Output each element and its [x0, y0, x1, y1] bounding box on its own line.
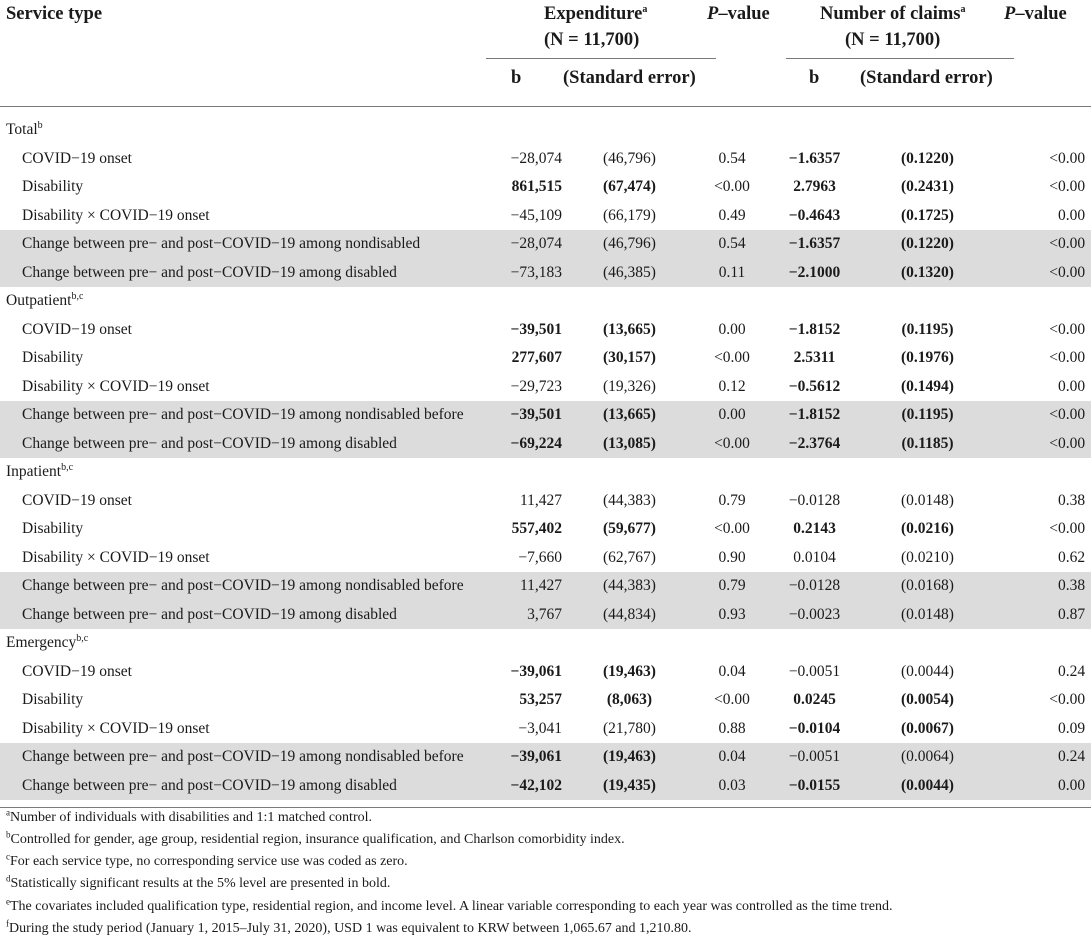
claims-se: (0.1494)	[901, 377, 954, 395]
claims-se: (0.0148)	[856, 601, 999, 630]
table-row	[0, 145, 1091, 174]
section-header-row	[0, 287, 1091, 316]
claims-b: 2.7963	[793, 178, 836, 196]
header-exp-se: (Standard error)	[563, 68, 696, 88]
expenditure-pvalue: 0.11	[691, 259, 773, 288]
claims-b: −0.4643	[788, 206, 841, 224]
claims-b: 2.5311	[793, 349, 836, 367]
claims-pvalue: <0.00	[1049, 149, 1086, 167]
section-header-row	[0, 116, 1091, 145]
row-label: Change between pre− and post−COVID−19 among nondisabled before	[0, 743, 478, 772]
footnote-text: Controlled for gender, age group, residential region, insurance qualification, and Charlson comorbidity index.	[10, 832, 625, 847]
section-title	[0, 287, 1091, 316]
claims-se: (0.0216)	[901, 520, 954, 538]
expenditure-b: −42,102	[478, 772, 568, 801]
claims-b: −2.3764	[773, 430, 856, 459]
footnote-sup: f	[6, 918, 9, 929]
header-claims-se: (Standard error)	[860, 68, 993, 88]
expenditure-b: 861,515	[511, 178, 562, 196]
table-row	[0, 259, 1091, 288]
section-name: Total	[6, 121, 38, 139]
claims-se: (0.1320)	[856, 259, 999, 288]
expenditure-pvalue: 0.54	[691, 230, 773, 259]
expenditure-b: 11,427	[519, 491, 562, 509]
expenditure-pvalue: 0.88	[718, 719, 746, 737]
row-label: Disability × COVID−19 onset	[22, 377, 210, 395]
row-label: Disability × COVID−19 onset	[22, 719, 210, 737]
table-row	[0, 515, 1091, 544]
claims-se: (0.2431)	[901, 178, 954, 196]
expenditure-b: 557,402	[511, 520, 562, 538]
header-claims-label: Number of claims	[820, 4, 961, 24]
expenditure-se: (19,463)	[568, 743, 691, 772]
claims-se: (0.0044)	[856, 772, 999, 801]
expenditure-se: (30,157)	[603, 349, 656, 367]
header-expenditure-sup: a	[642, 3, 648, 15]
expenditure-pvalue: <0.00	[691, 430, 773, 459]
expenditure-pvalue: 0.79	[718, 491, 746, 509]
section-header-row	[0, 458, 1091, 487]
row-label: Change between pre− and post−COVID−19 among disabled	[0, 772, 478, 801]
claims-b: −0.0051	[788, 662, 841, 680]
expenditure-se: (66,179)	[603, 206, 656, 224]
expenditure-se: (46,385)	[568, 259, 691, 288]
claims-b: −0.0051	[773, 743, 856, 772]
expenditure-b: −45,109	[510, 206, 562, 224]
expenditure-b: −39,061	[478, 743, 568, 772]
claims-pvalue: 0.38	[1057, 491, 1086, 509]
table-row	[0, 373, 1091, 402]
claims-b: −0.0155	[773, 772, 856, 801]
table-row	[0, 487, 1091, 516]
expenditure-pvalue: 0.79	[691, 572, 773, 601]
expenditure-se: (46,796)	[603, 149, 656, 167]
claims-pvalue: 0.38	[999, 572, 1091, 601]
section-sup: b,c	[61, 462, 74, 474]
table-row	[0, 601, 1091, 630]
footnote-sup: c	[6, 851, 10, 862]
header-pvalue-2-rest: –value	[1015, 4, 1067, 24]
row-label: Disability × COVID−19 onset	[22, 548, 210, 566]
header-number-of-claims	[820, 4, 965, 25]
row-label: Disability	[22, 520, 84, 538]
claims-se: (0.1185)	[856, 430, 999, 459]
header-expenditure-label: Expenditure	[544, 4, 643, 24]
table-row	[0, 544, 1091, 573]
footnote-text: During the study period (January 1, 2015–July 31, 2020), USD 1 was equivalent to KRW between 1,065.67 and 1,210.80.	[9, 921, 692, 936]
expenditure-b: −3,041	[518, 719, 562, 737]
expenditure-pvalue: 0.93	[691, 601, 773, 630]
section-sup: b,c	[76, 633, 89, 645]
claims-pvalue: <0.00	[1049, 349, 1086, 367]
row-label: COVID−19 onset	[22, 320, 132, 338]
expenditure-se: (62,767)	[603, 548, 656, 566]
expenditure-pvalue: 0.03	[691, 772, 773, 801]
claims-se: (0.0210)	[901, 548, 954, 566]
footnote-sup: d	[6, 873, 11, 884]
footnote	[6, 873, 391, 892]
section-header-row	[0, 629, 1091, 658]
claims-b: −0.0104	[788, 719, 841, 737]
claims-pvalue: <0.00	[999, 430, 1091, 459]
row-label: Change between pre− and post−COVID−19 among disabled	[0, 259, 478, 288]
results-table	[0, 116, 1091, 800]
claims-se: (0.1976)	[901, 349, 954, 367]
expenditure-se: (44,383)	[568, 572, 691, 601]
claims-pvalue: 0.00	[1057, 377, 1086, 395]
row-label: Change between pre− and post−COVID−19 among disabled	[0, 430, 478, 459]
header-pvalue-2	[1004, 4, 1067, 25]
claims-b: −0.0023	[773, 601, 856, 630]
expenditure-pvalue: 0.12	[718, 377, 746, 395]
expenditure-b: −39,501	[510, 320, 562, 338]
claims-pvalue: <0.00	[1049, 691, 1086, 709]
row-label: COVID−19 onset	[22, 149, 132, 167]
expenditure-se: (19,463)	[603, 662, 656, 680]
claims-pvalue: <0.00	[1049, 520, 1086, 538]
table-row	[0, 401, 1091, 430]
claims-se: (0.1195)	[856, 401, 999, 430]
table-row	[0, 686, 1091, 715]
expenditure-pvalue: 0.04	[691, 743, 773, 772]
expenditure-b: 277,607	[511, 349, 562, 367]
section-name: Inpatient	[6, 463, 62, 481]
expenditure-pvalue: <0.00	[714, 691, 750, 709]
table-row	[0, 772, 1091, 801]
claims-pvalue: 0.09	[1057, 719, 1086, 737]
header-exp-b: b	[511, 68, 522, 88]
header-claims-sup: a	[960, 3, 966, 15]
expenditure-b: 53,257	[519, 691, 562, 709]
claims-se: (0.0064)	[856, 743, 999, 772]
results-table-body	[0, 116, 1091, 800]
row-label: Change between pre− and post−COVID−19 among nondisabled	[0, 230, 478, 259]
table-row	[0, 572, 1091, 601]
expenditure-se: (19,435)	[568, 772, 691, 801]
claims-se: (0.0044)	[901, 662, 954, 680]
table-row	[0, 230, 1091, 259]
expenditure-b: −73,183	[478, 259, 568, 288]
section-sup: b,c	[71, 291, 84, 303]
claims-b: −1.8152	[788, 320, 841, 338]
row-label: Disability	[22, 349, 84, 367]
claims-pvalue: 0.87	[999, 601, 1091, 630]
expenditure-pvalue: <0.00	[714, 178, 750, 196]
section-title	[0, 458, 1091, 487]
claims-b: 0.2143	[793, 520, 836, 538]
claims-pvalue: <0.00	[999, 230, 1091, 259]
expenditure-se: (44,383)	[603, 491, 656, 509]
expenditure-se: (13,665)	[568, 401, 691, 430]
expenditure-b: −28,074	[478, 230, 568, 259]
claims-b: −1.6357	[773, 230, 856, 259]
claims-se: (0.1220)	[856, 230, 999, 259]
table-row	[0, 202, 1091, 231]
expenditure-pvalue: <0.00	[714, 520, 750, 538]
footnote	[6, 918, 692, 937]
row-label: COVID−19 onset	[22, 491, 132, 509]
claims-b: −2.1000	[773, 259, 856, 288]
claims-pvalue: 0.00	[999, 772, 1091, 801]
section-sup: b	[37, 120, 43, 132]
row-label: COVID−19 onset	[22, 662, 132, 680]
claims-se: (0.0168)	[856, 572, 999, 601]
expenditure-b: −39,501	[478, 401, 568, 430]
claims-pvalue: <0.00	[999, 401, 1091, 430]
table-row	[0, 743, 1091, 772]
claims-b: −1.6357	[788, 149, 841, 167]
footnote	[6, 807, 372, 826]
expenditure-se: (13,085)	[568, 430, 691, 459]
expenditure-se: (8,063)	[606, 691, 653, 709]
expenditure-b: 11,427	[478, 572, 568, 601]
expenditure-b: −39,061	[510, 662, 562, 680]
section-title	[0, 116, 1091, 145]
header-pvalue-1-p: P	[707, 4, 719, 24]
header-claims-n: (N = 11,700)	[845, 30, 941, 50]
claims-b: −1.8152	[773, 401, 856, 430]
footnote-sup: e	[6, 896, 10, 907]
row-label: Disability	[22, 178, 84, 196]
footnote-text: The covariates included qualification type, residential region, and income level. A linear variable corresponding to each year was controlled as the time trend.	[10, 899, 893, 914]
claims-group-rule	[786, 58, 1014, 59]
claims-se: (0.1195)	[901, 320, 954, 338]
claims-b: −0.0128	[773, 572, 856, 601]
claims-pvalue: <0.00	[1049, 178, 1086, 196]
section-title	[0, 629, 1091, 658]
claims-b: −0.0128	[788, 491, 841, 509]
expenditure-se: (21,780)	[603, 719, 656, 737]
footnote-text: For each service type, no corresponding service use was coded as zero.	[10, 854, 408, 869]
claims-se: (0.0148)	[901, 491, 954, 509]
row-label: Change between pre− and post−COVID−19 among nondisabled before	[0, 572, 478, 601]
table-row	[0, 316, 1091, 345]
expenditure-group-rule	[486, 58, 716, 59]
expenditure-se: (67,474)	[603, 178, 656, 196]
claims-pvalue: <0.00	[1049, 320, 1086, 338]
claims-b: 0.0104	[793, 548, 836, 566]
expenditure-pvalue: 0.04	[718, 662, 746, 680]
expenditure-pvalue: <0.00	[714, 349, 750, 367]
table-row	[0, 658, 1091, 687]
footnote-sup: b	[6, 829, 11, 840]
row-label: Change between pre− and post−COVID−19 among disabled	[0, 601, 478, 630]
claims-se: (0.0054)	[901, 691, 954, 709]
expenditure-b: −29,723	[510, 377, 562, 395]
claims-b: 0.0245	[793, 691, 836, 709]
header-pvalue-1-rest: –value	[718, 4, 770, 24]
expenditure-se: (19,326)	[603, 377, 656, 395]
footnote-sup: a	[6, 807, 10, 818]
footnote	[6, 896, 893, 915]
table-bottom-rule	[0, 807, 1091, 808]
table-row	[0, 430, 1091, 459]
claims-pvalue: 0.24	[1057, 662, 1086, 680]
claims-pvalue: 0.62	[1057, 548, 1086, 566]
footnote-text: Number of individuals with disabilities and 1:1 matched control.	[10, 810, 372, 825]
expenditure-pvalue: 0.00	[691, 401, 773, 430]
expenditure-b: −69,224	[478, 430, 568, 459]
header-pvalue-1	[707, 4, 770, 25]
claims-se: (0.1220)	[901, 149, 954, 167]
claims-se: (0.1725)	[901, 206, 954, 224]
section-name: Outpatient	[6, 292, 72, 310]
expenditure-se: (46,796)	[568, 230, 691, 259]
expenditure-se: (59,677)	[603, 520, 656, 538]
claims-pvalue: <0.00	[999, 259, 1091, 288]
header-pvalue-2-p: P	[1004, 4, 1016, 24]
table-row	[0, 344, 1091, 373]
header-expenditure	[544, 4, 647, 25]
expenditure-b: −7,660	[518, 548, 562, 566]
expenditure-se: (44,834)	[568, 601, 691, 630]
expenditure-pvalue: 0.00	[718, 320, 746, 338]
claims-pvalue: 0.00	[1057, 206, 1086, 224]
row-label: Disability × COVID−19 onset	[22, 206, 210, 224]
expenditure-b: 3,767	[478, 601, 568, 630]
header-expenditure-n: (N = 11,700)	[544, 30, 640, 50]
header-service-type: Service type	[6, 4, 103, 24]
row-label: Change between pre− and post−COVID−19 among nondisabled before	[0, 401, 478, 430]
expenditure-pvalue: 0.90	[718, 548, 746, 566]
section-name: Emergency	[6, 634, 77, 652]
footnote	[6, 851, 408, 870]
footnote-text: Statistically significant results at the 5% level are presented in bold.	[10, 876, 391, 891]
header-claims-b: b	[809, 68, 820, 88]
expenditure-pvalue: 0.54	[718, 149, 746, 167]
claims-b: −0.5612	[788, 377, 841, 395]
table-row	[0, 173, 1091, 202]
expenditure-pvalue: 0.49	[718, 206, 746, 224]
footnote	[6, 829, 625, 848]
claims-pvalue: 0.24	[999, 743, 1091, 772]
header-bottom-rule	[0, 106, 1091, 107]
expenditure-b: −28,074	[510, 149, 562, 167]
table-row	[0, 715, 1091, 744]
expenditure-se: (13,665)	[603, 320, 656, 338]
claims-se: (0.0067)	[901, 719, 954, 737]
row-label: Disability	[22, 691, 84, 709]
